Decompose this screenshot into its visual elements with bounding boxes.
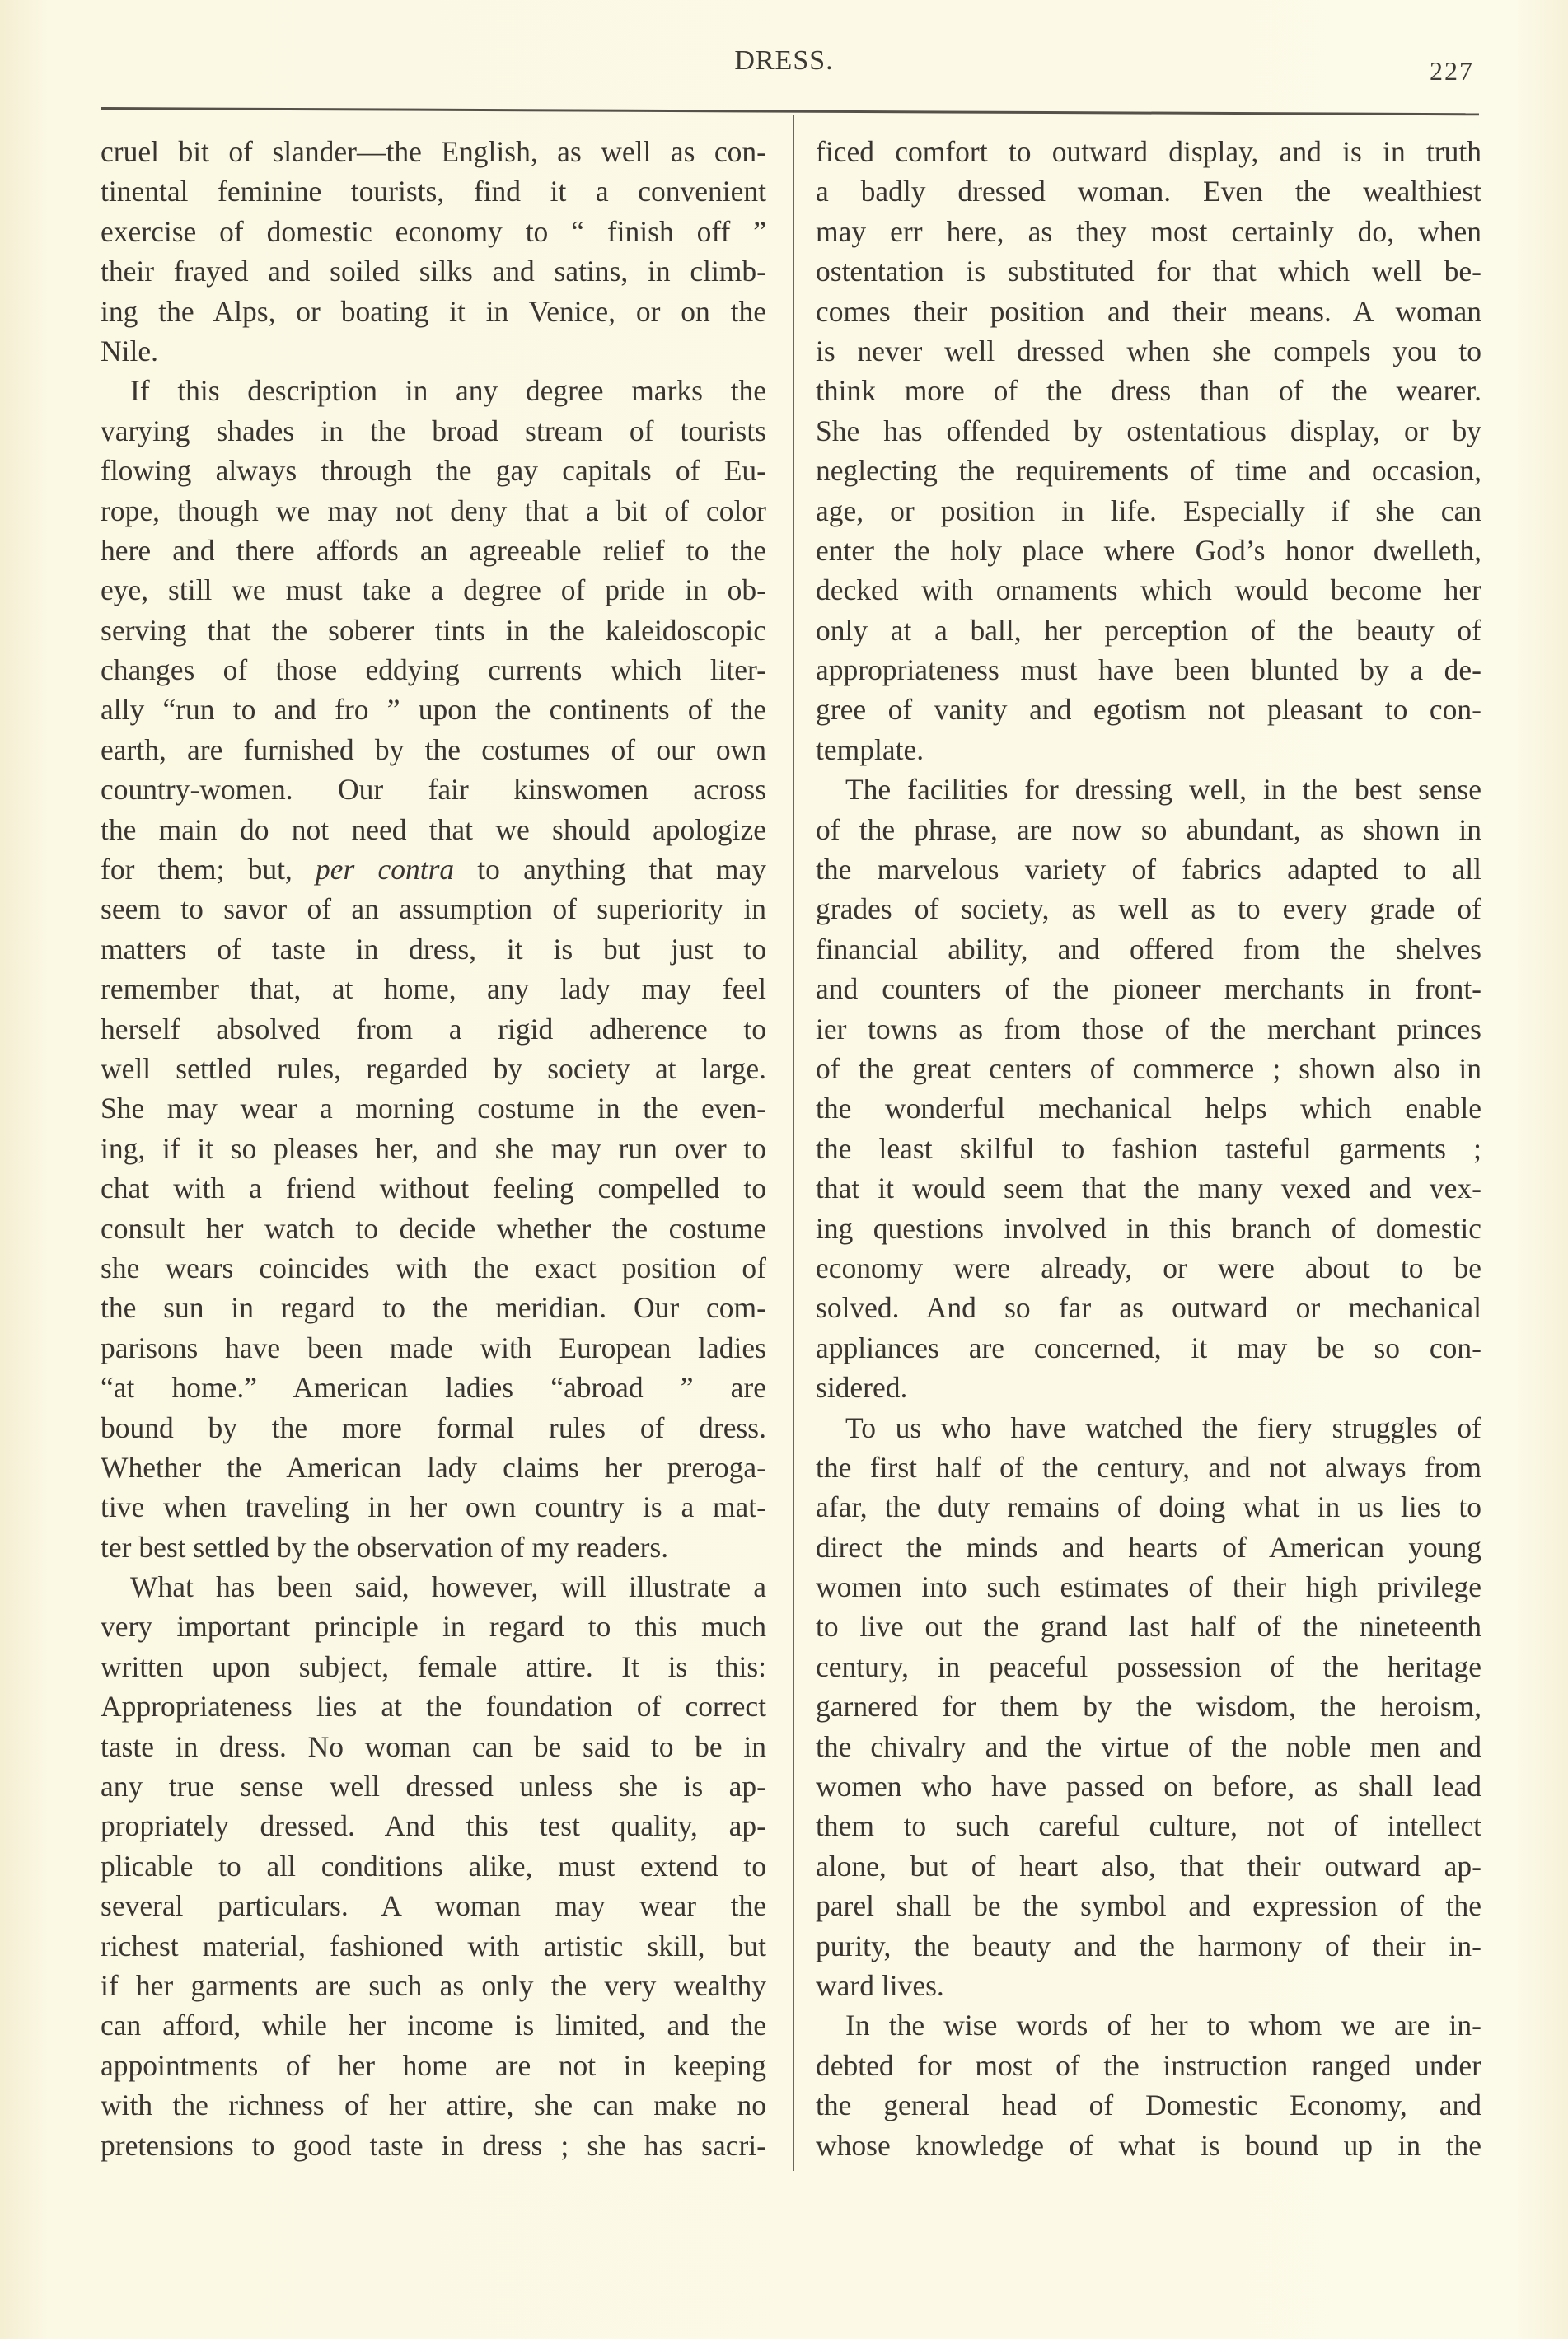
text-line: women who have passed on before, as shall lead: [816, 1770, 1481, 1803]
text-line: several particulars. A woman may wear the: [101, 1889, 766, 1923]
header-rule: [101, 107, 1479, 115]
text-line: can afford, while her income is limited, and the: [101, 2009, 766, 2042]
text-line: appointments of her home are not in keeping: [101, 2048, 766, 2082]
text-line: To us who have watched the fiery struggles of: [845, 1410, 1481, 1444]
right-column: [816, 132, 1481, 2165]
text-line: earth, are furnished by the costumes of our own: [101, 732, 766, 766]
text-line: ing the Alps, or boating it in Venice, or on the: [101, 294, 766, 328]
text-line: ing, if it so pleases her, and she may run over to: [101, 1131, 766, 1165]
text-line: the main do not need that we should apologize: [101, 812, 766, 846]
text-line: rope, though we may not deny that a bit of color: [101, 494, 766, 527]
text-line: chat with a friend without feeling compelled to: [101, 1172, 766, 1205]
text-line: exercise of domestic economy to “ finish off ”: [101, 214, 766, 248]
text-line: economy were already, or were about to be: [816, 1251, 1481, 1284]
text-line: In the wise words of her to whom we are in-: [845, 2009, 1481, 2042]
text-line: if her garments are such as only the very wealthy: [101, 1968, 766, 2002]
text-line: the first half of the century, and not always from: [816, 1450, 1481, 1484]
text-line: afar, the duty remains of doing what in us lies to: [816, 1490, 1481, 1524]
text-line: any true sense well dressed unless she is ap-: [101, 1770, 766, 1803]
text-line: parisons have been made with European ladies: [101, 1331, 766, 1364]
text-line: century, in peaceful possession of the heritage: [816, 1649, 1481, 1683]
text-line: taste in dress. No woman can be said to be in: [101, 1729, 766, 1763]
text-line: enter the holy place where God’s honor dwelleth,: [816, 533, 1481, 567]
page-number: 227: [1430, 56, 1474, 86]
text-line: parel shall be the symbol and expression of the: [816, 1889, 1481, 1923]
text-line: Appropriateness lies at the foundation of correct: [101, 1690, 766, 1724]
text-line: ficed comfort to outward display, and is in truth: [816, 135, 1481, 168]
text-line: ier towns as from those of the merchant princes: [816, 1012, 1481, 1046]
italic-phrase: per contra: [315, 853, 455, 886]
text-line: comes their position and their means. A woman: [816, 294, 1481, 328]
text-line: appropriateness must have been blunted by a de-: [816, 653, 1481, 687]
text-line: the marvelous variety of fabrics adapted to all: [816, 853, 1481, 886]
text-line: them to such careful culture, not of intellect: [816, 1809, 1481, 1843]
text-line: the least skilful to fashion tasteful garments ;: [816, 1131, 1481, 1165]
text-line: the sun in regard to the meridian. Our com-: [101, 1291, 766, 1325]
text-line: and counters of the pioneer merchants in front-: [816, 972, 1481, 1006]
text-line: remember that, at home, any lady may feel: [101, 972, 766, 1006]
text-line: What has been said, however, will illustrate a: [130, 1570, 766, 1604]
text-line: think more of the dress than of the wearer.: [816, 374, 1481, 408]
text-line: changes of those eddying currents which liter-: [101, 653, 766, 687]
text-line: tive when traveling in her own country is a mat-: [101, 1490, 766, 1524]
text-line: gree of vanity and egotism not pleasant to con-: [816, 693, 1481, 727]
text-line: written upon subject, female attire. It is this:: [101, 1649, 766, 1683]
text-line: tinental feminine tourists, find it a convenient: [101, 175, 766, 208]
text-line: “at home.” American ladies “abroad ” are: [101, 1371, 766, 1405]
text-segment: for them; but,: [101, 853, 316, 886]
text-line: grades of society, as well as to every grade of: [816, 892, 1481, 926]
text-line: with the richness of her attire, she can make no: [101, 2089, 766, 2122]
text-line: eye, still we must take a degree of pride in ob-: [101, 573, 766, 607]
text-line: financial ability, and offered from the shelves: [816, 932, 1481, 966]
text-line: bound by the more formal rules of dress.: [101, 1410, 766, 1444]
text-line: of the great centers of commerce ; shown also in: [816, 1051, 1481, 1085]
text-line: cruel bit of slander—the English, as well as con-: [101, 135, 766, 168]
left-column: [101, 132, 766, 2165]
text-line: flowing always through the gay capitals of Eu-: [101, 454, 766, 488]
text-line: ward lives.: [816, 1968, 944, 2002]
column-divider: [793, 115, 794, 2171]
text-segment: to anything that may: [454, 853, 766, 886]
text-line: The facilities for dressing well, in the best sense: [845, 773, 1481, 807]
text-line: whose knowledge of what is bound up in the: [816, 2128, 1481, 2162]
text-line: template.: [816, 732, 924, 766]
running-head-title: DRESS.: [734, 45, 834, 76]
text-line: neglecting the requirements of time and occasion,: [816, 454, 1481, 488]
text-line: the chivalry and the virtue of the noble men and: [816, 1729, 1481, 1763]
text-line: pretensions to good taste in dress ; she has sacri-: [101, 2128, 766, 2162]
text-line: a badly dressed woman. Even the wealthiest: [816, 175, 1481, 208]
text-line: sidered.: [816, 1371, 908, 1405]
text-line: appliances are concerned, it may be so con-: [816, 1331, 1481, 1364]
text-line: the general head of Domestic Economy, and: [816, 2089, 1481, 2122]
text-line: She may wear a morning costume in the even-: [101, 1092, 766, 1125]
text-line: ally “run to and fro ” upon the continents of the: [101, 693, 766, 727]
text-line: She has offended by ostentatious display, or by: [816, 414, 1481, 447]
text-line: Nile.: [101, 334, 158, 367]
text-line: ing questions involved in this branch of domestic: [816, 1211, 1481, 1245]
text-line: may err here, as they most certainly do, when: [816, 214, 1481, 248]
text-line: plicable to all conditions alike, must extend to: [101, 1849, 766, 1883]
text-line: she wears coincides with the exact position of: [101, 1251, 766, 1284]
text-line: matters of taste in dress, it is but just to: [101, 932, 766, 966]
text-line: their frayed and soiled silks and satins, in climb-: [101, 255, 766, 288]
text-line: direct the minds and hearts of American young: [816, 1530, 1481, 1564]
text-line: garnered for them by the wisdom, the heroism,: [816, 1690, 1481, 1724]
text-line: richest material, fashioned with artistic skill, but: [101, 1929, 766, 1962]
text-line: propriately dressed. And this test quality, ap-: [101, 1809, 766, 1843]
text-line: If this description in any degree marks the: [130, 374, 766, 408]
text-line: debted for most of the instruction ranged under: [816, 2048, 1481, 2082]
text-line: varying shades in the broad stream of tourists: [101, 414, 766, 447]
text-line: ostentation is substituted for that which well be-: [816, 255, 1481, 288]
text-line: here and there affords an agreeable relief to the: [101, 533, 766, 567]
text-line: ter best settled by the observation of my readers.: [101, 1530, 669, 1564]
text-line: that it would seem that the many vexed and vex-: [816, 1172, 1481, 1205]
text-line: serving that the soberer tints in the kaleidoscopic: [101, 613, 766, 647]
text-line: purity, the beauty and the harmony of their in-: [816, 1929, 1481, 1962]
text-line: the wonderful mechanical helps which enable: [816, 1092, 1481, 1125]
text-line: well settled rules, regarded by society at large.: [101, 1051, 766, 1085]
text-line: alone, but of heart also, that their outward ap-: [816, 1849, 1481, 1883]
text-line: is never well dressed when she compels you to: [816, 334, 1481, 367]
text-line: only at a ball, her perception of the beauty of: [816, 613, 1481, 647]
text-line: solved. And so far as outward or mechanical: [816, 1291, 1481, 1325]
text-line: consult her watch to decide whether the costume: [101, 1211, 766, 1245]
text-line: [101, 849, 766, 889]
text-line: Whether the American lady claims her preroga-: [101, 1450, 766, 1484]
text-line: of the phrase, are now so abundant, as shown in: [816, 812, 1481, 846]
text-line: very important principle in regard to this much: [101, 1610, 766, 1644]
text-line: women into such estimates of their high privilege: [816, 1570, 1481, 1604]
text-line: decked with ornaments which would become her: [816, 573, 1481, 607]
text-line: seem to savor of an assumption of superiority in: [101, 892, 766, 926]
text-line: age, or position in life. Especially if she can: [816, 494, 1481, 527]
text-line: herself absolved from a rigid adherence to: [101, 1012, 766, 1046]
text-line: country-women. Our fair kinswomen across: [101, 773, 766, 807]
text-line: to live out the grand last half of the nineteenth: [816, 1610, 1481, 1644]
